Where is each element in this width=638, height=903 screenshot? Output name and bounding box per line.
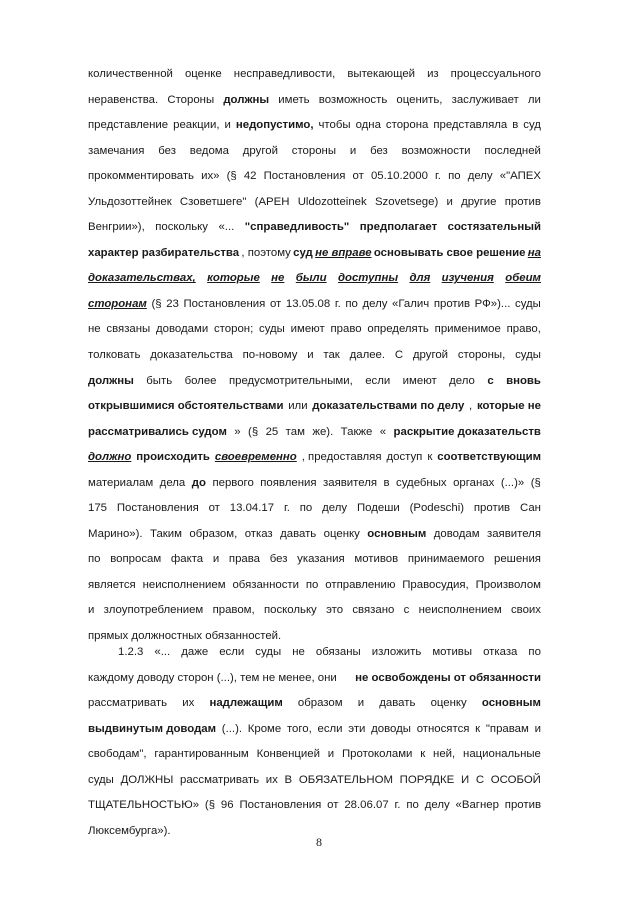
- text-run: «Галич: [392, 297, 430, 310]
- text-run: характер разбирательства: [88, 246, 240, 259]
- text-run: поскольку: [155, 221, 208, 234]
- text-run: представляла: [433, 119, 508, 132]
- text-run: указания: [297, 553, 345, 566]
- text-line: [88, 640, 541, 666]
- text-run: давать: [379, 697, 416, 710]
- text-run: Таким: [150, 527, 182, 540]
- text-run: чтобы: [318, 119, 351, 132]
- text-line: [88, 522, 541, 548]
- text-run: без: [370, 144, 388, 157]
- text-run: замечания: [88, 144, 145, 157]
- text-run: право: [330, 323, 362, 336]
- text-run: имеют: [290, 323, 325, 336]
- text-run: Протоколами: [342, 748, 413, 761]
- text-run: выдвинутым доводам: [88, 722, 217, 735]
- text-run: определять: [367, 323, 429, 336]
- text-run: доступны: [337, 272, 399, 285]
- text-run: оценку: [430, 697, 467, 710]
- text-line: [88, 717, 541, 743]
- text-run: ведома: [189, 144, 229, 157]
- text-run: гарантированным: [154, 748, 249, 761]
- text-line: [88, 139, 541, 165]
- text-run: (APEH: [254, 195, 290, 208]
- text-run: и: [88, 604, 95, 617]
- text-run: (...).: [221, 722, 243, 735]
- text-run: и: [224, 119, 231, 132]
- text-run: образом,: [189, 527, 238, 540]
- text-run: от: [208, 502, 220, 515]
- text-run: с: [487, 374, 494, 387]
- text-run: Uldozotteinek: [297, 195, 367, 208]
- text-run: имеют: [402, 374, 437, 387]
- text-run: по-новому: [242, 349, 298, 362]
- text-run: к: [475, 722, 481, 735]
- text-run: соответствующим: [437, 451, 541, 464]
- text-run: злоупотреблением: [103, 604, 204, 617]
- text-run: не: [88, 323, 101, 336]
- text-run: ДОЛЖНЫ: [120, 773, 174, 786]
- text-run: РФ»)...: [474, 297, 511, 310]
- text-run: право,: [506, 323, 541, 336]
- text-run: обязанности: [232, 578, 299, 591]
- text-run: там: [285, 425, 305, 438]
- text-run: Кроме: [247, 722, 282, 735]
- text-run: доказательствами по делу: [312, 400, 465, 413]
- text-line: [88, 266, 541, 292]
- text-run: если: [365, 374, 391, 387]
- text-run: из: [427, 68, 439, 80]
- text-run: своих: [510, 604, 541, 617]
- text-run: основным: [481, 697, 541, 710]
- text-run: изложить: [371, 646, 422, 658]
- text-run: и: [534, 722, 541, 735]
- text-run: и: [307, 349, 314, 362]
- text-run: толковать: [88, 349, 141, 362]
- text-run: по: [299, 502, 313, 515]
- text-run: и: [212, 553, 220, 566]
- text-run: «Вагнер: [455, 799, 499, 812]
- text-run: С: [394, 349, 404, 362]
- text-run: делу: [424, 799, 450, 812]
- text-run: поскольку: [263, 604, 317, 617]
- text-line: [88, 317, 541, 343]
- text-run: мотивов: [354, 553, 399, 566]
- text-run: Постановления: [239, 799, 322, 812]
- text-run: доказательства: [150, 349, 233, 362]
- text-run: быть: [146, 374, 173, 387]
- text-run: сторон;: [213, 323, 254, 336]
- text-run: С: [475, 773, 485, 786]
- text-run: и: [327, 748, 335, 761]
- text-run: "правам: [485, 722, 529, 735]
- text-run: дело: [449, 374, 475, 387]
- text-run: от: [327, 799, 339, 812]
- text-run: и: [349, 144, 357, 157]
- text-run: раскрытие доказательств: [393, 425, 541, 438]
- text-run: факта: [170, 553, 204, 566]
- text-run: вопросам: [110, 553, 162, 566]
- text-line: [88, 190, 541, 216]
- text-line: [88, 343, 541, 369]
- text-run: их: [265, 773, 278, 786]
- text-line: [88, 691, 541, 717]
- text-run: права: [228, 553, 261, 566]
- text-run: суд: [293, 246, 313, 259]
- text-run: 23: [166, 297, 179, 310]
- text-run: ,: [469, 400, 473, 413]
- text-run: Марино»).: [88, 527, 143, 540]
- text-run: Постановления: [116, 502, 199, 515]
- text-run: были: [295, 272, 327, 285]
- text-run: другой: [242, 144, 278, 157]
- text-run: принимаемого: [407, 553, 485, 566]
- text-run: суды: [259, 323, 285, 336]
- text-run: оценке: [184, 68, 222, 80]
- text-run: основным: [367, 527, 427, 540]
- text-run: отказ: [244, 527, 273, 540]
- text-run: 13.05.08: [285, 297, 331, 310]
- text-run: или: [288, 400, 308, 413]
- text-run: ТЩАТЕЛЬНОСТЬЮ»: [88, 799, 200, 812]
- text-run: открывшимися обстоятельствами: [88, 400, 284, 413]
- text-run: которые не: [476, 400, 541, 413]
- text-run: до: [191, 476, 206, 489]
- text-run: 175: [88, 502, 108, 515]
- text-run: по: [345, 297, 358, 310]
- text-run: Ульдозоттейнек: [88, 195, 172, 208]
- text-run: другой: [412, 349, 449, 362]
- text-run: неисполнением: [142, 578, 226, 591]
- text-run: 28.06.07: [344, 799, 389, 812]
- text-run: делу: [322, 502, 348, 515]
- text-line: [88, 471, 541, 497]
- text-run: доводы: [371, 722, 411, 735]
- text-line: [88, 420, 541, 446]
- text-run: состязательный: [447, 221, 541, 234]
- text-run: свободам",: [88, 748, 147, 761]
- text-run: на: [527, 246, 541, 259]
- text-run: 13.04.17: [229, 502, 275, 515]
- text-run: доводами: [156, 323, 209, 336]
- text-run: в: [512, 119, 519, 132]
- text-run: В: [284, 773, 293, 786]
- text-run: (§: [248, 425, 259, 438]
- text-run: иметь: [278, 93, 310, 106]
- text-run: против: [433, 297, 471, 310]
- text-run: материалам: [88, 476, 154, 489]
- text-run: Сзоветшеге": [179, 195, 247, 208]
- text-run: прокомментировать: [88, 170, 194, 183]
- text-run: их: [182, 697, 195, 710]
- text-line: [88, 394, 541, 420]
- text-run: первого: [212, 476, 254, 489]
- text-run: если: [219, 646, 245, 658]
- text-run: обязаны: [315, 646, 361, 658]
- text-run: 96: [220, 799, 234, 812]
- text-line: [88, 241, 541, 267]
- text-line: [88, 768, 541, 794]
- text-run: последней: [484, 144, 541, 157]
- text-run: применимое: [434, 323, 501, 336]
- text-run: г.: [283, 502, 290, 515]
- text-run: (§: [204, 799, 216, 812]
- text-run: возможность: [318, 93, 388, 106]
- text-run: представление: [88, 119, 169, 132]
- text-run: своевременно: [214, 451, 297, 464]
- text-run: эти: [348, 722, 366, 735]
- text-run: к: [420, 748, 426, 761]
- text-run: Стороны: [167, 93, 215, 106]
- text-run: доводам: [433, 527, 480, 540]
- text-run: по: [448, 170, 461, 183]
- text-run: предполагает: [359, 221, 438, 234]
- text-line: [88, 62, 541, 88]
- text-line: [88, 292, 541, 318]
- text-run: (...)»: [500, 476, 525, 489]
- text-run: неисполнением: [418, 604, 502, 617]
- text-run: изучения: [441, 272, 494, 285]
- text-run: ли: [527, 93, 541, 106]
- page-number: 8: [316, 835, 322, 849]
- text-run: должны: [223, 93, 270, 106]
- text-line: [88, 445, 541, 471]
- text-run: органах: [453, 476, 495, 489]
- text-run: более: [184, 374, 217, 387]
- text-run: другие: [461, 195, 497, 208]
- text-run: одна: [355, 119, 381, 132]
- text-line: [88, 598, 541, 624]
- text-run: вновь: [506, 374, 541, 387]
- text-run: относятся: [416, 722, 470, 735]
- text-run: суды: [88, 773, 114, 786]
- text-run: оценить,: [396, 93, 443, 106]
- text-run: Сан: [519, 502, 541, 515]
- text-run: 05.10.2000: [370, 170, 428, 183]
- text-run: «: [379, 425, 387, 438]
- text-run: г.: [394, 799, 401, 812]
- text-run: Произволом: [475, 578, 541, 591]
- text-run: отказа: [483, 646, 518, 658]
- text-run: делу: [362, 297, 388, 310]
- text-run: является: [88, 578, 136, 591]
- text-run: ОСОБОЙ: [490, 773, 541, 786]
- text-run: без: [269, 553, 288, 566]
- text-run: предусмотрительными,: [228, 374, 353, 387]
- text-run: суд: [523, 119, 541, 132]
- text-run: не: [271, 272, 285, 285]
- text-line: [88, 88, 541, 114]
- text-run: против: [473, 502, 511, 515]
- text-line: [88, 742, 541, 768]
- text-run: даже: [181, 646, 209, 658]
- text-run: к: [427, 451, 433, 464]
- text-run: Конвенцией: [256, 748, 320, 761]
- text-run: несправедливости,: [233, 68, 336, 80]
- text-run: в: [383, 476, 390, 489]
- text-run: по: [305, 578, 319, 591]
- text-run: же).: [312, 425, 334, 438]
- text-run: неравенства.: [88, 93, 159, 106]
- text-run: суды: [515, 297, 541, 310]
- text-run: мотивы: [432, 646, 473, 658]
- text-line: [88, 113, 541, 139]
- text-run: Постановления: [183, 297, 266, 310]
- text-run: "справедливость": [244, 221, 350, 234]
- paragraph-1: [88, 62, 541, 650]
- text-line: [88, 547, 541, 573]
- text-run: прямых должностных обязанностей.: [88, 630, 282, 643]
- text-run: доступ: [386, 451, 423, 464]
- paragraph-2-section-1-2-3: [88, 640, 541, 844]
- text-run: ПОРЯДКЕ: [399, 773, 455, 786]
- text-run: от: [269, 297, 282, 310]
- text-run: должны: [88, 374, 134, 387]
- text-run: связано: [352, 604, 395, 617]
- text-run: с: [403, 604, 410, 617]
- text-run: Подеши: [356, 502, 400, 515]
- text-line: [88, 793, 541, 819]
- text-run: давать: [280, 527, 317, 540]
- text-run: делу: [467, 170, 493, 183]
- text-run: Правосудия,: [402, 578, 469, 591]
- text-run: происходить: [136, 451, 210, 464]
- text-run: это: [326, 604, 344, 617]
- text-run: суды: [515, 349, 541, 362]
- text-run: национальные: [463, 748, 541, 761]
- text-run: основывать свое решение: [373, 246, 526, 259]
- text-run: Постановления: [263, 170, 346, 183]
- text-run: вытекающей: [347, 68, 416, 80]
- text-line: [88, 369, 541, 395]
- text-line: [88, 215, 541, 241]
- text-line: [88, 496, 541, 522]
- text-run: связаны: [106, 323, 151, 336]
- text-run: Люксембурга»).: [88, 824, 171, 837]
- text-run: рассматривались судом: [88, 425, 227, 438]
- text-run: процессуального: [450, 68, 541, 80]
- text-run: если: [317, 722, 343, 735]
- text-run: возможности: [401, 144, 471, 157]
- text-run: не: [292, 646, 305, 658]
- text-line: [88, 573, 541, 599]
- text-run: 25: [265, 425, 279, 438]
- text-run: их»: [201, 170, 220, 183]
- text-run: без: [158, 144, 176, 157]
- text-run: 42: [243, 170, 257, 183]
- text-run: реакции,: [173, 119, 220, 132]
- text-run: того,: [286, 722, 312, 735]
- text-run: ней,: [433, 748, 456, 761]
- text-run: судебных: [396, 476, 447, 489]
- text-run: и: [446, 195, 453, 208]
- text-line: [88, 164, 541, 190]
- text-run: Szovetsege): [374, 195, 439, 208]
- text-run: г.: [435, 170, 441, 183]
- text-run: И: [460, 773, 470, 786]
- text-run: должно: [88, 451, 132, 464]
- text-run: (§: [226, 170, 237, 183]
- text-run: (Podeschi): [409, 502, 465, 515]
- text-run: ОБЯЗАТЕЛЬНОМ: [298, 773, 393, 786]
- text-run: не вправе: [315, 246, 372, 259]
- text-run: так: [323, 349, 340, 362]
- text-run: по: [88, 553, 101, 566]
- text-run: против: [504, 799, 541, 812]
- text-run: (§: [530, 476, 541, 489]
- text-run: против: [504, 195, 541, 208]
- text-run: »: [234, 425, 241, 438]
- text-run: «...: [218, 221, 235, 234]
- text-run: сторона: [385, 119, 429, 132]
- text-run: которые: [207, 272, 260, 285]
- text-run: стороны: [291, 144, 337, 157]
- text-run: заявителя: [487, 527, 541, 540]
- text-run: по: [406, 799, 419, 812]
- text-run: образом: [297, 697, 343, 710]
- text-line: [88, 666, 541, 692]
- text-run: (§: [151, 297, 162, 310]
- text-run: , поэтому: [241, 246, 291, 259]
- text-run: надлежащим: [209, 697, 283, 710]
- text-run: заслуживает: [451, 93, 519, 106]
- text-run: «"АПЕХ: [499, 170, 541, 183]
- text-run: г.: [334, 297, 341, 310]
- text-run: доказательствах,: [88, 272, 196, 285]
- text-run: не освобождены от обязанности: [355, 671, 541, 684]
- text-run: и: [357, 697, 365, 710]
- text-run: решения: [494, 553, 541, 566]
- text-run: далее.: [349, 349, 386, 362]
- text-run: дела: [159, 476, 186, 489]
- text-run: Также: [340, 425, 373, 438]
- text-run: обеим: [505, 272, 541, 285]
- text-run: каждому доводу сторон (...), тем не менее, они: [88, 671, 337, 684]
- text-run: «...: [154, 646, 171, 658]
- text-run: количественной: [88, 68, 173, 80]
- text-run: для: [409, 272, 431, 285]
- text-run: по: [528, 646, 541, 658]
- text-run: сторонам: [88, 297, 147, 310]
- text-run: заявителя: [323, 476, 378, 489]
- text-run: рассматривать: [180, 773, 260, 786]
- text-run: суды: [255, 646, 282, 658]
- text-run: недопустимо,: [235, 119, 314, 132]
- text-run: правом,: [212, 604, 255, 617]
- text-run: 1.2.3: [118, 646, 144, 658]
- text-run: рассматривать: [88, 697, 168, 710]
- text-run: Венгрии»),: [88, 221, 145, 234]
- text-run: отправлению: [325, 578, 396, 591]
- text-run: от: [352, 170, 364, 183]
- text-run: появления: [260, 476, 317, 489]
- text-run: стороны,: [457, 349, 506, 362]
- text-run: , предоставляя: [301, 451, 382, 464]
- text-run: оценку: [323, 527, 360, 540]
